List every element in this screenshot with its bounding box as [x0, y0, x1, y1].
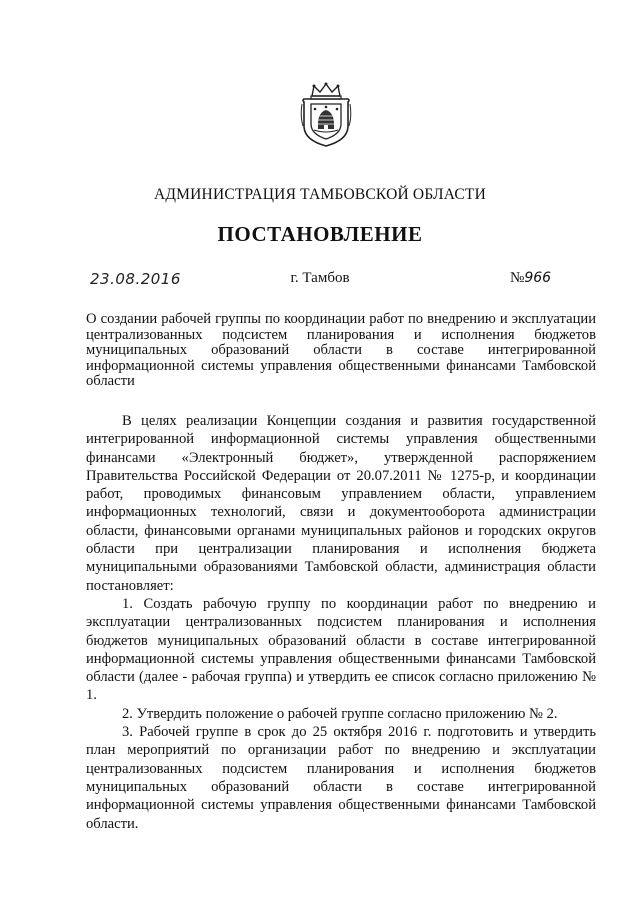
number-prefix: №	[510, 270, 525, 286]
document-type: ПОСТАНОВЛЕНИЕ	[217, 222, 423, 246]
document-title: О создании рабочей группы по координации работ по внедрению и эксплуатации централизованных подсистем планирования и исполнения бюджетов муниципальных образований области в составе интегрированной информационной системы управления общественными финансами Тамбовской области	[86, 311, 596, 389]
document-body	[86, 412, 596, 833]
document-city: г. Тамбов	[290, 270, 350, 286]
document-date: 23.08.2016	[90, 270, 181, 288]
coat-of-arms-icon	[300, 82, 352, 148]
paragraph-item-3: 3. Рабочей группе в срок до 25 октября 2016 г. подготовить и утвердить план мероприятий по организации работ по внедрению и эксплуатации централизованных подсистем планирования и исполнения бюджетов муниципальных образований области в составе интегрированной информационной системы управления общественными финансами Тамбовской области.	[86, 724, 596, 832]
paragraph-item-2: 2. Утвердить положение о рабочей группе согласно приложению № 2.	[122, 705, 558, 722]
paragraph-preamble: В целях реализации Концепции создания и развития государственной интегрированной информационной системы управления общественными финансами «Электронный бюджет», утвержденной распоряжением Правительства Российской Федерации от 20.07.2011 № 1275-р, и координации работ, проводимых финансовым управлением области, управлением информационных технологий, связи и документооборота администрации области, финансовыми органами муниципальных районов и городских округов области при централизации планирования и исполнения бюджета муниципальными образованиями Тамбовской области, администрация области постановляет:	[86, 413, 596, 594]
document-number	[510, 270, 551, 287]
number-value: 966	[524, 270, 552, 286]
organization-name: АДМИНИСТРАЦИЯ ТАМБОВСКОЙ ОБЛАСТИ	[154, 186, 486, 203]
paragraph-item-1: 1. Создать рабочую группу по координации работ по внедрению и эксплуатации централизованных подсистем планирования и исполнения бюджетов муниципальных образований области в составе интегрированной информационной системы управления общественными финансами Тамбовской области (далее - рабочая группа) и утвердить ее список согласно приложению № 1.	[86, 595, 596, 704]
